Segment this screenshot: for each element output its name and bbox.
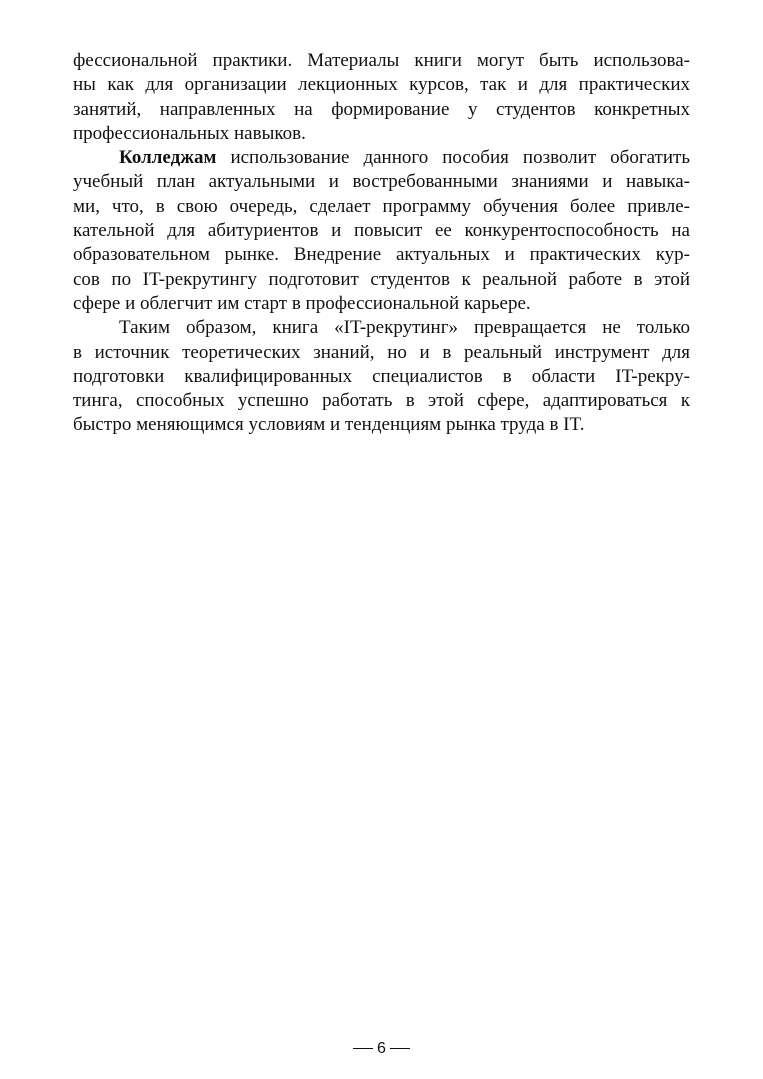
text-line: фессиональной практики. Материалы книги могут быть использова- [73, 50, 690, 71]
text-fragment: использование данного пособия позволит обогатить [216, 147, 690, 169]
text-line: Таким образом, книга «IT-рекрутинг» превращается не только [119, 317, 690, 339]
paragraph-3 [73, 316, 690, 437]
text-line: профессиональных навыков. [73, 122, 306, 144]
text-line: кательной для абитуриентов и повысит ее конкурентоспособность на [73, 220, 690, 242]
text-line: занятий, направленных на формирование у студентов конкретных [73, 98, 690, 120]
bold-lead-word: Колледжам [119, 147, 217, 169]
text-line: тинга, способных успешно работать в этой сфере, адаптироваться к [73, 390, 690, 412]
text-line: быстро меняющимся условиям и тенденциям рынка труда в IT. [73, 414, 585, 436]
text-line: образовательном рынке. Внедрение актуальных и практических кур- [73, 244, 690, 266]
footer-dash-right [390, 1048, 410, 1049]
text-line [73, 146, 690, 170]
text-line: сфере и облегчит им старт в профессиональной карьере. [73, 292, 531, 314]
page-number: 6 [377, 1040, 386, 1057]
page-body [73, 49, 690, 438]
text-line: подготовки квалифицированных специалистов в области IT-рекру- [73, 365, 690, 387]
page-footer [0, 1039, 763, 1059]
text-line: сов по IT-рекрутингу подготовит студентов к реальной работе в этой [73, 268, 690, 290]
paragraph-2 [73, 146, 690, 316]
paragraph-1 [73, 49, 690, 146]
footer-dash-left [353, 1048, 373, 1049]
text-line: учебный план актуальными и востребованными знаниями и навыка- [73, 171, 690, 193]
text-line: ны как для организации лекционных курсов, так и для практических [73, 74, 690, 96]
text-line: ми, что, в свою очередь, сделает программу обучения более привле- [73, 195, 690, 217]
text-line: в источник теоретических знаний, но и в реальный инструмент для [73, 341, 690, 363]
